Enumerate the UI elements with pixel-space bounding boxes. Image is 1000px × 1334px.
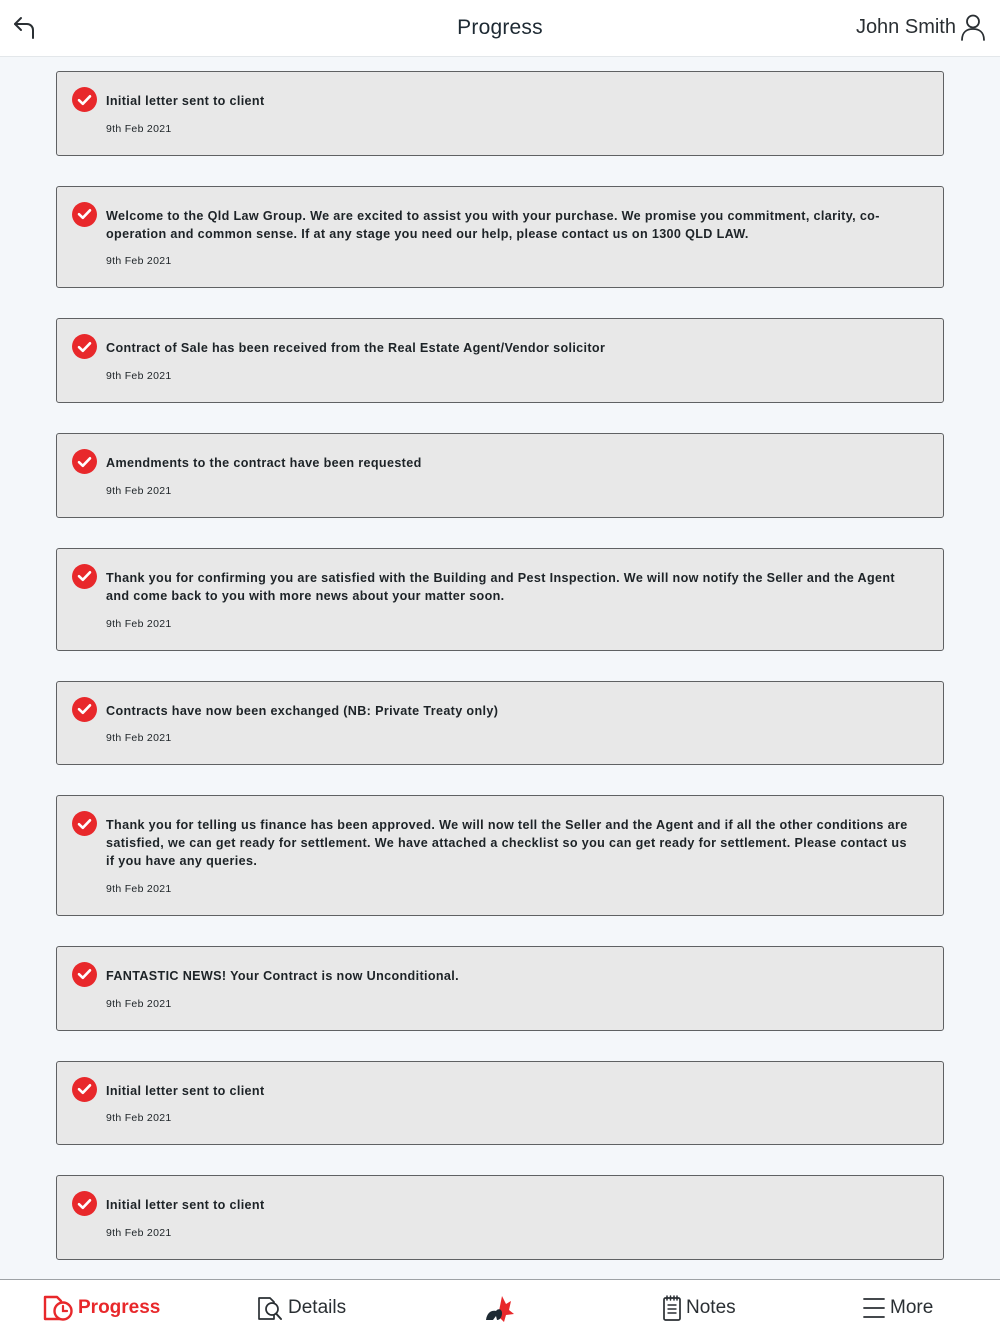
document-search-icon xyxy=(256,1294,284,1322)
progress-item-card xyxy=(56,433,944,518)
progress-item-text: FANTASTIC NEWS! Your Contract is now Unconditional. xyxy=(106,968,459,983)
progress-item-date: 9th Feb 2021 xyxy=(106,255,172,268)
bottom-tab-bar xyxy=(0,1279,1000,1334)
progress-item-text: Initial letter sent to client xyxy=(106,1198,265,1213)
tab-label: Progress xyxy=(78,1296,161,1318)
user-name: John Smith xyxy=(855,15,956,38)
check-circle-icon xyxy=(72,697,97,722)
progress-item-card xyxy=(56,1061,944,1146)
progress-item-card xyxy=(56,946,944,1031)
progress-item-date: 9th Feb 2021 xyxy=(106,882,172,895)
progress-item-date: 9th Feb 2021 xyxy=(106,122,172,135)
progress-item-card xyxy=(56,1175,944,1260)
progress-item-text: Thank you for confirming you are satisfied with the Building and Pest Inspection. We will now notify the Seller and the Agent and come back to you with more news about your matter soon. xyxy=(106,570,895,603)
progress-item-date: 9th Feb 2021 xyxy=(106,370,172,383)
progress-item-text: Contract of Sale has been received from the Real Estate Agent/Vendor solicitor xyxy=(106,341,606,356)
progress-item-card xyxy=(56,186,944,289)
check-circle-icon xyxy=(72,962,97,987)
brand-logo-icon xyxy=(484,1293,516,1323)
check-circle-icon xyxy=(72,1077,97,1102)
tab-progress[interactable] xyxy=(42,1280,160,1334)
progress-item-card xyxy=(56,795,944,915)
hamburger-menu-icon xyxy=(862,1296,886,1320)
check-circle-icon xyxy=(72,811,97,836)
tab-notes[interactable] xyxy=(662,1280,736,1334)
check-circle-icon xyxy=(72,334,97,359)
top-bar xyxy=(0,0,1000,57)
page-title: Progress xyxy=(457,16,543,39)
progress-item-date: 9th Feb 2021 xyxy=(106,617,172,630)
progress-item-date: 9th Feb 2021 xyxy=(106,484,172,497)
user-account[interactable] xyxy=(856,12,986,42)
progress-item-date: 9th Feb 2021 xyxy=(106,997,172,1010)
progress-item-text: Contracts have now been exchanged (NB: Private Treaty only) xyxy=(106,703,499,718)
progress-item-card xyxy=(56,71,944,156)
progress-item-date: 9th Feb 2021 xyxy=(106,732,172,745)
progress-timeline xyxy=(56,71,944,1290)
progress-document-icon xyxy=(42,1294,74,1322)
progress-item-date: 9th Feb 2021 xyxy=(106,1227,172,1240)
progress-item-card xyxy=(56,681,944,766)
progress-item-card xyxy=(56,548,944,651)
progress-item-text: Initial letter sent to client xyxy=(106,94,265,108)
notepad-icon xyxy=(662,1294,682,1322)
check-circle-icon xyxy=(72,202,97,227)
check-circle-icon xyxy=(72,564,97,589)
progress-item-date: 9th Feb 2021 xyxy=(106,1112,172,1125)
check-circle-icon xyxy=(72,1191,97,1216)
user-icon xyxy=(960,13,986,41)
tab-label: More xyxy=(890,1296,934,1318)
check-circle-icon xyxy=(72,87,97,112)
tab-label: Details xyxy=(288,1296,347,1318)
tab-more[interactable] xyxy=(862,1280,933,1334)
tab-home-logo[interactable] xyxy=(484,1280,516,1334)
progress-item-text: Amendments to the contract have been requested xyxy=(106,456,422,471)
tab-label: Notes xyxy=(686,1296,736,1318)
progress-item-card xyxy=(56,318,944,403)
progress-item-text: Initial letter sent to client xyxy=(106,1083,265,1098)
progress-item-text: Thank you for telling us finance has been approved. We will now tell the Seller and the Agent and if all the other conditions are satisfied, we can get ready for settlement. We have attached a checklist so you can get ready for settlement. Please contact us if you have any queries. xyxy=(106,818,908,868)
progress-item-text: Welcome to the Qld Law Group. We are excited to assist you with your purchase. We promise you commitment, clarity, co-operation and common sense. If at any stage you need our help, please contact us on 1300 QLD LAW. xyxy=(106,208,880,241)
tab-details[interactable] xyxy=(256,1280,346,1334)
check-circle-icon xyxy=(72,449,97,474)
